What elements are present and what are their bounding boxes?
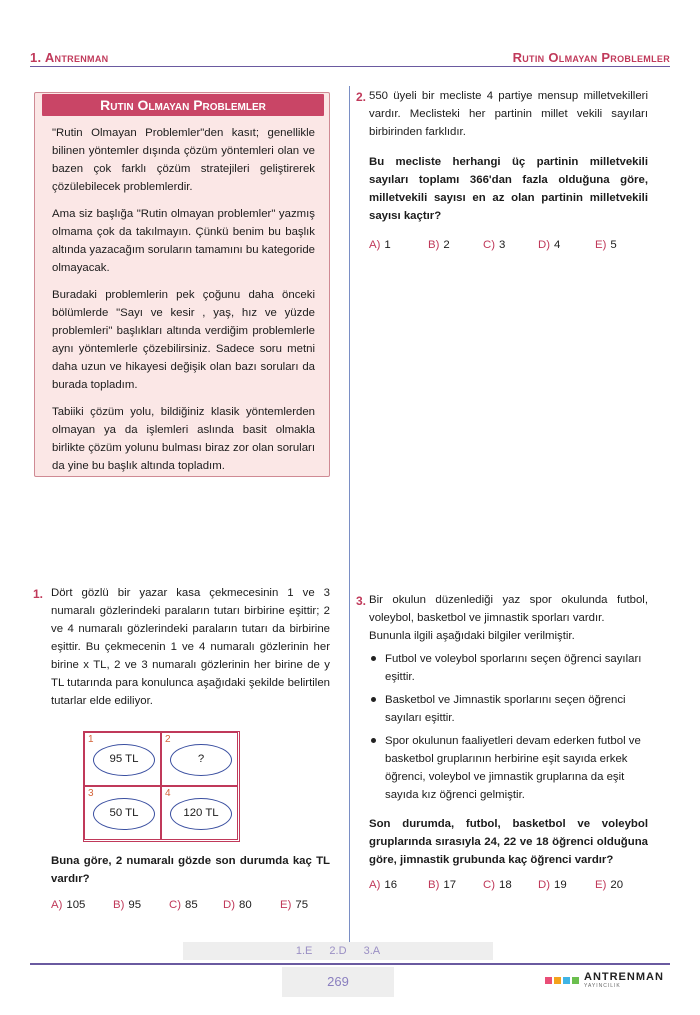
cell-number: 2 bbox=[165, 734, 171, 745]
option-b[interactable] bbox=[113, 899, 169, 911]
option-value: 17 bbox=[443, 879, 457, 891]
option-value: 5 bbox=[610, 239, 617, 251]
drawer-cell-1 bbox=[84, 732, 161, 786]
drawer-diagram bbox=[83, 731, 240, 842]
option-value: 1 bbox=[384, 239, 391, 251]
option-label: A) bbox=[51, 899, 63, 911]
option-value: 20 bbox=[610, 879, 624, 891]
column-divider bbox=[349, 86, 350, 944]
option-d[interactable] bbox=[223, 899, 280, 911]
option-value: 4 bbox=[554, 239, 561, 251]
logo-square-icon bbox=[545, 977, 552, 984]
amount-ellipse: 50 TL bbox=[93, 798, 155, 830]
option-label: C) bbox=[483, 239, 496, 251]
question-2 bbox=[369, 87, 648, 251]
cell-number: 1 bbox=[88, 734, 94, 745]
option-label: E) bbox=[595, 879, 607, 891]
info-paragraph: "Rutin Olmayan Problemler"den kasıt; genellikle bilinen yöntemler dışında çözüm yöntemleri olan ve bazen çok farklı çözüm stratejileri geliştirerek çözülebilecek problemlerdir. bbox=[52, 127, 315, 193]
option-value: 95 bbox=[128, 899, 142, 911]
option-value: 19 bbox=[554, 879, 567, 891]
option-value: 16 bbox=[384, 879, 398, 891]
answer-options bbox=[369, 239, 648, 251]
option-label: C) bbox=[483, 879, 496, 891]
answer-options bbox=[369, 879, 648, 891]
option-a[interactable] bbox=[51, 899, 113, 911]
question-number: 3. bbox=[355, 594, 366, 608]
option-d[interactable] bbox=[538, 879, 595, 891]
option-label: A) bbox=[369, 879, 381, 891]
option-value: 75 bbox=[295, 899, 309, 911]
option-c[interactable] bbox=[169, 899, 223, 911]
logo-subtext: YAYINCILIK bbox=[584, 983, 621, 989]
amount-ellipse: 120 TL bbox=[170, 798, 232, 830]
cell-number: 4 bbox=[165, 788, 171, 799]
option-value: 105 bbox=[66, 899, 86, 911]
info-bullet: Basketbol ve Jimnastik sporlarını seçen öğrenci sayıları eşittir. bbox=[369, 691, 648, 727]
question-prompt: Buna göre, 2 numaralı gözde son durumda kaç TL vardır? bbox=[51, 855, 330, 885]
option-label: E) bbox=[595, 239, 607, 251]
running-header-left: 1. Antrenman bbox=[30, 50, 109, 65]
option-value: 80 bbox=[239, 899, 252, 911]
answer-key: 1.E 2.D 3.A bbox=[295, 945, 381, 957]
question-text: Bir okulun düzenlediği yaz spor okulunda futbol, voleybol, basketbol ve jimnastik sporları vardır. bbox=[369, 594, 648, 624]
footer-rule bbox=[30, 963, 670, 965]
option-a[interactable] bbox=[369, 239, 428, 251]
header-rule bbox=[30, 66, 670, 67]
page-number: 269 bbox=[282, 967, 394, 997]
question-subtext: Bununla ilgili aşağıdaki bilgiler verilmiştir. bbox=[369, 630, 575, 642]
option-b[interactable] bbox=[428, 239, 483, 251]
cell-number: 3 bbox=[88, 788, 94, 799]
option-e[interactable] bbox=[595, 879, 623, 891]
option-c[interactable] bbox=[483, 239, 538, 251]
question-prompt: Son durumda, futbol, basketbol ve voleybol gruplarında sırasıyla 24, 22 ve 18 öğrenci olduğuna göre, jimnastik grubunda kaç öğrenci vardır? bbox=[369, 818, 648, 866]
drawer-cell-4 bbox=[161, 786, 238, 840]
option-e[interactable] bbox=[595, 239, 617, 251]
question-text: 550 üyeli bir mecliste 4 partiye mensup milletvekilleri vardır. Meclisteki her partinin millet vekili sayıları birbirinden farklıdır. bbox=[369, 90, 648, 138]
question-3 bbox=[369, 591, 648, 891]
logo-square-icon bbox=[563, 977, 570, 984]
question-number: 1. bbox=[32, 587, 43, 601]
info-box-title: Rutin Olmayan Problemler bbox=[42, 94, 324, 116]
running-header-right: Rutin Olmayan Problemler bbox=[512, 50, 670, 65]
option-label: C) bbox=[169, 899, 182, 911]
answer-options bbox=[51, 899, 330, 911]
option-value: 85 bbox=[185, 899, 198, 911]
info-box-body bbox=[52, 124, 315, 475]
question-prompt: Bu mecliste herhangi üç partinin milletvekili sayıları toplamı 366'dan fazla olduğuna göre, milletvekili sayısı en az olan partinin milletvekili sayısı kaçtır? bbox=[369, 156, 648, 222]
amount-ellipse: 95 TL bbox=[93, 744, 155, 776]
option-label: B) bbox=[113, 899, 125, 911]
question-1 bbox=[51, 584, 330, 710]
option-label: D) bbox=[538, 879, 551, 891]
drawer-cell-3 bbox=[84, 786, 161, 840]
logo-square-icon bbox=[572, 977, 579, 984]
option-e[interactable] bbox=[280, 899, 308, 911]
option-label: E) bbox=[280, 899, 292, 911]
info-paragraph: Ama siz başlığa "Rutin olmayan problemler" yazmış olmama çok da takılmayın. Çünkü benim bu başlık altında yazacağım soruların tamamını bu kategoride olmayacak. bbox=[52, 208, 315, 274]
publisher-logo bbox=[545, 972, 664, 989]
question-1-prompt-block bbox=[51, 852, 330, 911]
drawer-cell-2 bbox=[161, 732, 238, 786]
option-d[interactable] bbox=[538, 239, 595, 251]
option-label: D) bbox=[223, 899, 236, 911]
option-value: 2 bbox=[443, 239, 450, 251]
option-value: 3 bbox=[499, 239, 506, 251]
info-paragraph: Tabiiki çözüm yolu, bildiğiniz klasik yöntemlerden olmayan ya da işlemleri aslında basit olmakla birlikte çözüm yolunu bulması biraz zor olan soruları da yine bu başlık altında topladım. bbox=[52, 406, 315, 472]
option-label: D) bbox=[538, 239, 551, 251]
option-b[interactable] bbox=[428, 879, 483, 891]
option-value: 18 bbox=[499, 879, 512, 891]
option-label: A) bbox=[369, 239, 381, 251]
info-bullet: Spor okulunun faaliyetleri devam ederken futbol ve basketbol gruplarının herbirine eşit sayıda erkek öğrenci, voleybol ve jimnastik gruplarına da eşit sayıda kız öğrenci gelmiştir. bbox=[369, 732, 648, 804]
option-a[interactable] bbox=[369, 879, 428, 891]
info-bullet: Futbol ve voleybol sporlarını seçen öğrenci sayıları eşittir. bbox=[369, 650, 648, 686]
question-text: Dört gözlü bir yazar kasa çekmecesinin 1 ve 3 numaralı gözlerindeki paraların tutarı birbirine eşittir; 2 ve 4 numaralı gözlerindeki paraların tutarı da birbirine eşittir. Bu çekmecenin 1 ve 4 numaralı gözlerinin her birine x TL, 2 ve 3 numaralı gözlerinin her birine de y TL tutarında para konulunca aşağıdaki şekilde belirtilen tutarlar elde ediliyor. bbox=[51, 587, 330, 707]
logo-square-icon bbox=[554, 977, 561, 984]
option-c[interactable] bbox=[483, 879, 538, 891]
question-number: 2. bbox=[355, 90, 366, 104]
option-label: B) bbox=[428, 239, 440, 251]
amount-ellipse: ? bbox=[170, 744, 232, 776]
logo-text: ANTRENMAN bbox=[584, 971, 664, 983]
info-paragraph: Buradaki problemlerin pek çoğunu daha önceki bölümlerde "Sayı ve kesir , yaş, hız ve yüzde problemleri" başlıkları altında verdiğim problemlerle aynı yöntemlerle çözebilirsiniz. Sadece soru metni daha uzun ve hikayesi değişik olan bazı soruları da burada topladım. bbox=[52, 289, 315, 391]
option-label: B) bbox=[428, 879, 440, 891]
